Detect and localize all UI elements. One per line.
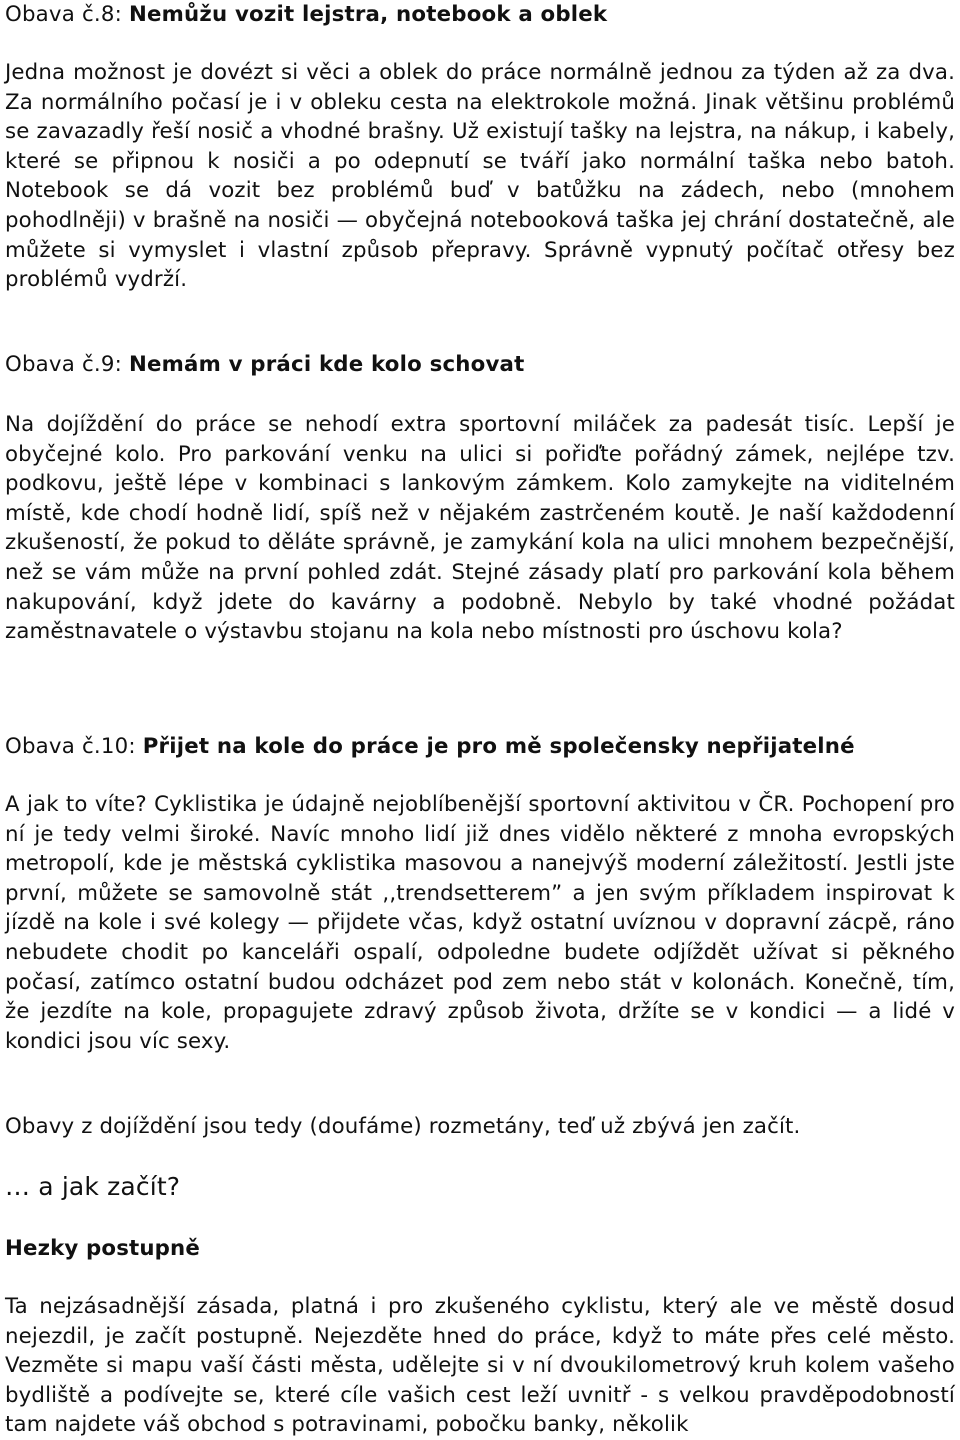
start-heading: … a jak začít? [5, 1172, 181, 1201]
section-heading-9 [5, 350, 525, 380]
heading-prefix: Obava č.10: [5, 734, 136, 759]
subheading: Hezky postupně [5, 1236, 200, 1261]
conclusion-text: Obavy z dojíždění jsou tedy (doufáme) rozmetány, teď už zbývá jen začít. [5, 1114, 801, 1139]
section-body-10: A jak to víte? Cyklistika je údajně nejoblíbenější sportovní aktivitou v ČR. Pochopení pro ní je tedy velmi široké. Navíc mnoho lidí již dnes vidělo některé z mnoha evropských metropolí, kde je městská cyklistika masovou a nanejvýš moderní záležitostí. Jestli jste první, můžete se samovolně stát ,,trendsetterem” a jen svým příkladem inspirovat k jízdě na kole i své kolegy — přijdete včas, když ostatní uvíznou v dopravní zácpě, ráno nebudete chodit po kanceláři ospalí, odpoledne budete odjíždět užívat si pěkného počasí, zatímco ostatní budou odcházet pod zem nebo stát v kolonách. Konečně, tím, že jezdíte na kole, propagujete zdravý způsob života, držíte se v kondici — a lidé v kondici jsou víc sexy. [5, 792, 955, 1054]
heading-prefix: Obava č.9: [5, 352, 122, 377]
heading-title: Přijet na kole do práce je pro mě společensky nepřijatelné [142, 734, 855, 759]
heading-title: Nemám v práci kde kolo schovat [128, 352, 525, 377]
section-heading-10 [5, 732, 855, 762]
heading-prefix: Obava č.8: [5, 2, 122, 27]
section-body-8: Jedna možnost je dovézt si věci a oblek do práce normálně jednou za týden až za dva. Za normálního počasí je i v obleku cesta na elektrokole možná. Jinak většinu problémů se zavazadly řeší nosič a vhodné brašny. Už existují tašky na lejstra, na nákup, i kabely, které se připnou k nosiči a po odepnutí se tváří jako normální taška nebo batoh. Notebook se dá vozit bez problémů buď v batůžku na zádech, nebo (mnohem pohodlněji) v brašně na nosiči — obyčejná notebooková taška jej chrání dostatečně, ale můžete si vymyslet i vlastní způsob přepravy. Správně vypnutý počítač otřesy bez problémů vydrží. [5, 60, 955, 293]
section-heading-8 [5, 0, 607, 30]
section-body-9: Na dojíždění do práce se nehodí extra sportovní miláček za padesát tisíc. Lepší je obyčejné kolo. Pro parkování venku na ulici si pořiďte pořádný zámek, nejlépe tzv. podkovu, ještě lépe v kombinaci s lankovým zámkem. Kolo zamykejte na viditelném místě, kde chodí hodně lidí, spíš než v nějakém zastrčeném koutě. Je naší každodenní zkušeností, že pokud to děláte správně, je zamykání kola na ulici mnohem bezpečnější, než se vám může na první pohled zdát. Stejné zásady platí pro parkování kola během nakupování, když jdete do kavárny a podobně. Nebylo by také vhodné požádat zaměstnavatele o výstavbu stojanu na kola nebo místnosti pro úschovu kola? [5, 412, 955, 645]
heading-title: Nemůžu vozit lejstra, notebook a oblek [128, 2, 608, 27]
final-paragraph: Ta nejzásadnější zásada, platná i pro zkušeného cyklistu, který ale ve městě dosud nejezdil, je začít postupně. Nejezděte hned do práce, když to máte přes celé město. Vezměte si mapu vaší části města, udělejte si v ní dvoukilometrový kruh kolem vašeho bydliště a podívejte se, které cíle vašich cest leží uvnitř - s velkou pravděpodobností tam najdete váš obchod s potravinami, pobočku banky, několik [5, 1294, 955, 1438]
